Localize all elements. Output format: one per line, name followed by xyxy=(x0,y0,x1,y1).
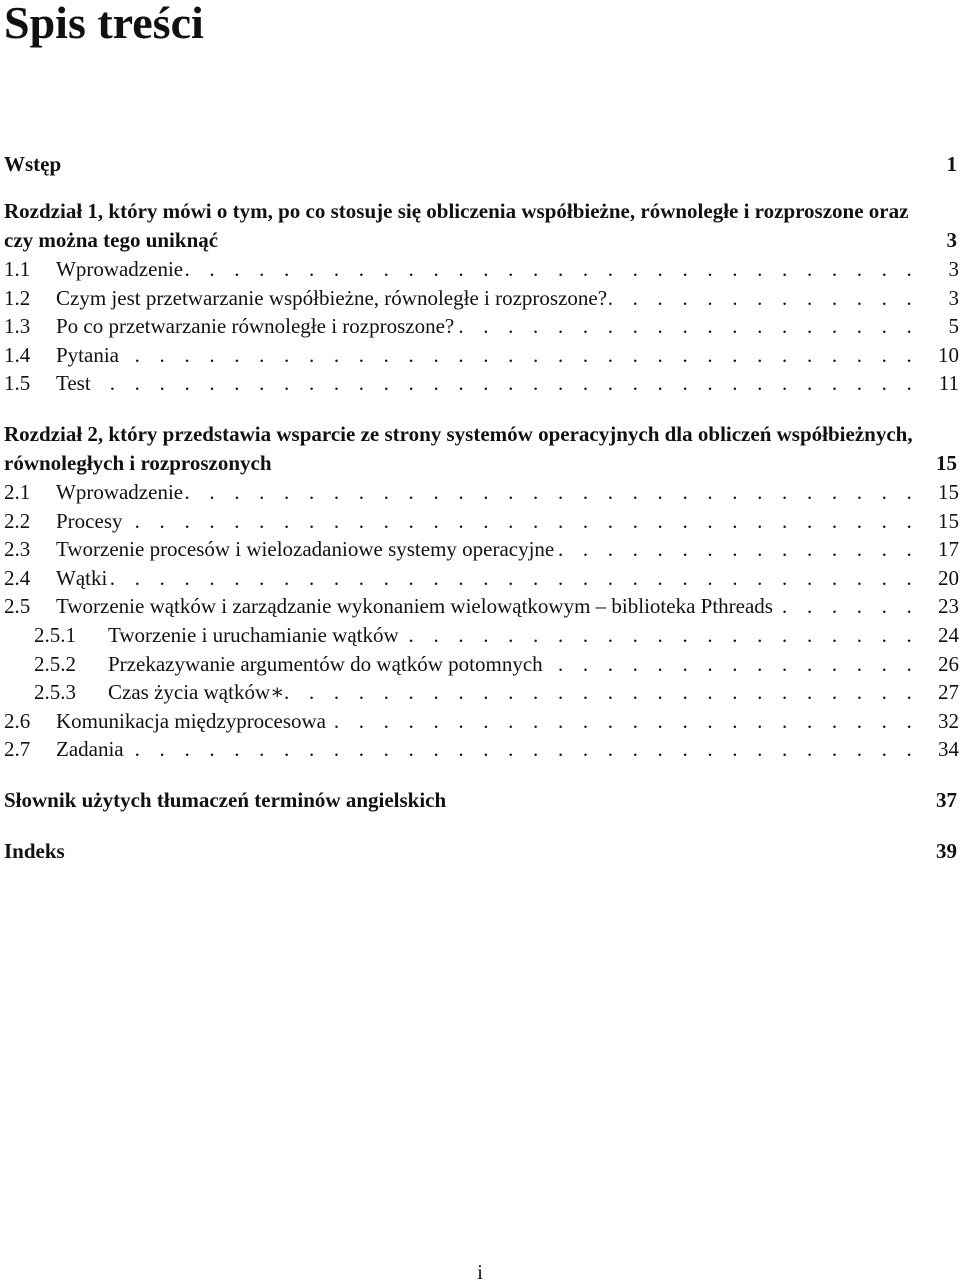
table-of-contents xyxy=(4,150,959,866)
toc-entry[interactable] xyxy=(4,478,959,507)
section-title: Wprowadzenie xyxy=(56,479,184,504)
chapter-page-number: 1 xyxy=(946,152,957,176)
toc-entry[interactable] xyxy=(4,535,959,564)
section-number: 1.4 xyxy=(4,342,31,367)
section-number: 1.2 xyxy=(4,285,31,310)
section-number: 2.2 xyxy=(4,508,31,533)
section-page-number: 17 xyxy=(938,537,959,562)
page-title: Spis treści xyxy=(4,0,204,48)
section-number: 1.5 xyxy=(4,371,31,396)
toc-entry[interactable] xyxy=(4,284,959,313)
subsection-number: 2.5.3 xyxy=(34,680,76,705)
toc-section-list-1 xyxy=(4,255,959,398)
toc-entry[interactable] xyxy=(4,707,959,736)
section-number: 2.6 xyxy=(4,708,31,733)
dot-leader xyxy=(284,678,919,707)
section-page-number: 10 xyxy=(938,342,959,367)
dot-leader xyxy=(607,284,919,313)
dot-leader xyxy=(123,507,920,536)
chapter-page-number: 37 xyxy=(936,787,957,812)
toc-entry[interactable] xyxy=(4,592,959,621)
subsection-title: Tworzenie i uruchamianie wątków xyxy=(108,622,399,647)
section-page-number: 3 xyxy=(948,257,959,281)
toc-chapter-preface[interactable] xyxy=(4,150,959,179)
section-number: 2.7 xyxy=(4,737,31,762)
dot-leader xyxy=(454,312,919,341)
chapter-page-number: 15 xyxy=(936,450,957,475)
section-page-number: 15 xyxy=(938,508,959,533)
toc-section-list-2 xyxy=(4,478,959,764)
chapter-title: Wstęp xyxy=(4,152,62,176)
chapter-page-number: 39 xyxy=(936,838,957,863)
toc-chapter-1[interactable] xyxy=(4,197,959,255)
toc-entry[interactable] xyxy=(4,341,959,370)
section-page-number: 5 xyxy=(948,314,959,339)
toc-entry[interactable] xyxy=(4,369,959,398)
section-title: Test xyxy=(56,371,91,396)
dot-leader xyxy=(399,621,919,650)
toc-entry[interactable] xyxy=(4,564,959,593)
section-page-number: 27 xyxy=(938,680,959,705)
section-title: Czym jest przetwarzanie współbieżne, równoległe i rozproszone? xyxy=(56,285,608,310)
toc-chapter-index[interactable] xyxy=(4,837,959,866)
dot-leader xyxy=(107,564,919,593)
section-page-number: 11 xyxy=(938,371,959,396)
dot-leader xyxy=(773,592,919,621)
section-title: Wprowadzenie xyxy=(56,257,184,281)
section-title: Tworzenie wątków i zarządzanie wykonaniem wielowątkowym – biblioteka Pthreads xyxy=(56,594,773,619)
chapter-title: Indeks xyxy=(4,838,65,863)
section-number: 2.3 xyxy=(4,537,31,562)
dot-leader xyxy=(183,478,919,507)
dot-leader xyxy=(183,255,919,284)
toc-subentry[interactable] xyxy=(4,621,959,650)
section-title: Tworzenie procesów i wielozadaniowe systemy operacyjne xyxy=(56,537,555,562)
section-page-number: 34 xyxy=(938,737,959,762)
section-title: Po co przetwarzanie równoległe i rozproszone? xyxy=(56,314,455,339)
section-page-number: 3 xyxy=(948,285,959,310)
subsection-number: 2.5.2 xyxy=(34,651,76,676)
chapter-title: Rozdział 1, który mówi o tym, po co stosuje się obliczenia współbieżne, równoległe i rozproszone oraz czy można tego uniknąć xyxy=(4,199,909,252)
page-folio: i xyxy=(477,1260,483,1284)
dot-leader xyxy=(326,707,919,736)
section-title: Pytania xyxy=(56,342,119,367)
dot-leader xyxy=(554,535,919,564)
section-page-number: 32 xyxy=(938,708,959,733)
dot-leader xyxy=(119,341,919,370)
section-page-number: 20 xyxy=(938,565,959,590)
subsection-title: Czas życia wątków∗ xyxy=(108,680,285,705)
toc-subentry[interactable] xyxy=(4,650,959,679)
section-number: 1.3 xyxy=(4,314,31,339)
dot-leader xyxy=(543,650,919,679)
section-number: 2.4 xyxy=(4,565,31,590)
dot-leader xyxy=(91,369,919,398)
section-title: Zadania xyxy=(56,737,124,762)
section-title: Wątki xyxy=(56,565,108,590)
section-number: 1.1 xyxy=(4,257,31,281)
section-title: Komunikacja międzyprocesowa xyxy=(56,708,326,733)
chapter-title: Rozdział 2, który przedstawia wsparcie ze strony systemów operacyjnych dla obliczeń współbieżnych, równoległych i rozproszonych xyxy=(4,421,913,475)
dot-leader xyxy=(124,735,919,764)
toc-entry[interactable] xyxy=(4,735,959,764)
toc-chapter-2[interactable] xyxy=(4,420,959,478)
section-page-number: 23 xyxy=(938,594,959,619)
section-number: 2.5 xyxy=(4,594,31,619)
section-page-number: 26 xyxy=(938,651,959,676)
toc-subentry[interactable] xyxy=(4,678,959,707)
chapter-title: Słownik użytych tłumaczeń terminów angielskich xyxy=(4,787,447,812)
toc-entry[interactable] xyxy=(4,507,959,536)
subsection-number: 2.5.1 xyxy=(34,622,76,647)
subsection-title: Przekazywanie argumentów do wątków potomnych xyxy=(108,651,543,676)
toc-entry[interactable] xyxy=(4,255,959,284)
toc-chapter-glossary[interactable] xyxy=(4,786,959,815)
section-page-number: 15 xyxy=(938,479,959,504)
section-title: Procesy xyxy=(56,508,123,533)
toc-entry[interactable] xyxy=(4,312,959,341)
section-page-number: 24 xyxy=(938,622,959,647)
chapter-page-number: 3 xyxy=(946,228,957,252)
section-number: 2.1 xyxy=(4,479,31,504)
